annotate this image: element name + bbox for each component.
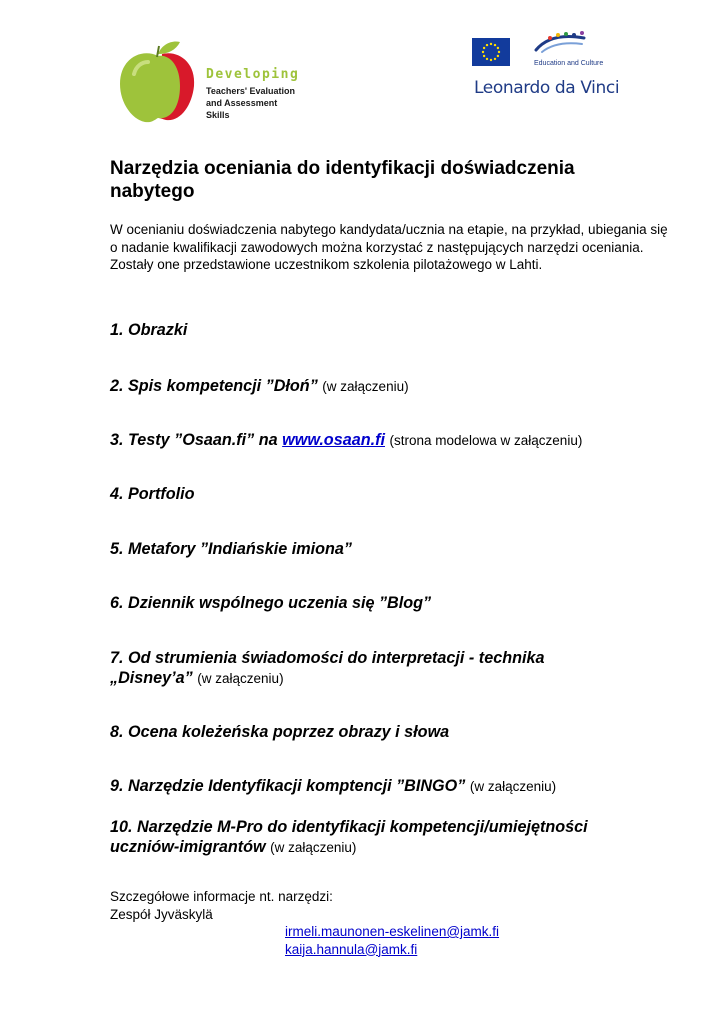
education-and-culture-label: Education and Culture — [534, 60, 604, 67]
list-item-6-text: 6. Dziennik wspólnego uczenia się ”Blog” — [110, 594, 432, 612]
email-link-2[interactable]: kaija.hannula@jamk.fi — [285, 941, 418, 957]
apple-logo-icon — [118, 40, 198, 124]
list-item-8 — [110, 722, 670, 742]
list-item-2-text: 2. Spis kompetencji ”Dłoń” — [110, 377, 318, 395]
contact-info — [110, 888, 670, 923]
list-item-3-note: (strona modelowa w załączeniu) — [389, 433, 583, 448]
document-title: Narzędzia oceniania do identyfikacji doświadczenia nabytego — [110, 158, 575, 202]
eu-programme-logo — [472, 30, 622, 100]
list-item-6 — [110, 593, 670, 613]
list-item-4-text: 4. Portfolio — [110, 485, 195, 503]
contact-team: Zespół Jyväskylä — [110, 906, 213, 922]
list-item-9-note: (w załączeniu) — [469, 779, 557, 794]
contact-emails — [285, 923, 499, 958]
list-item-5-text: 5. Metafory ”Indiańskie imiona” — [110, 540, 352, 558]
list-item-7-note: (w załączeniu) — [197, 671, 284, 686]
project-logo-title: Developing — [206, 67, 300, 82]
list-item-4 — [110, 484, 670, 504]
project-logo-subtitle-1: Teachers' Evaluation — [206, 86, 296, 96]
list-item-2-note: (w załączeniu) — [322, 379, 409, 394]
email-link-1[interactable]: irmeli.maunonen-eskelinen@jamk.fi — [285, 924, 500, 939]
list-item-1-text: 1. Obrazki — [110, 321, 188, 339]
list-item-10-text-line1: 10. Narzędzie M-Pro do identyfikacji kompetencji/umiejętności — [110, 818, 588, 836]
contact-heading: Szczegółowe informacje nt. narzędzi: — [110, 889, 333, 904]
list-item-10-text-line2: uczniów-imigrantów — [110, 838, 266, 856]
osaan-link[interactable]: www.osaan.fi — [282, 431, 385, 449]
project-logo-subtitle-2: and Assessment Skills — [206, 98, 278, 120]
list-item-7 — [110, 648, 670, 689]
project-logo-text — [206, 68, 299, 121]
education-and-culture-mark-icon — [532, 30, 592, 56]
list-item-7-text-line2: „Disney’a” — [110, 669, 193, 687]
list-item-7-text-line1: 7. Od strumienia świadomości do interpretacji - technika — [110, 649, 545, 667]
list-item-9-text: 9. Narzędzie Identyfikacji komptencji ”BINGO” — [110, 777, 466, 795]
list-item-10 — [110, 817, 670, 858]
list-item-8-text: 8. Ocena koleżeńska poprzez obrazy i słowa — [110, 723, 450, 741]
list-item-3 — [110, 430, 670, 451]
list-item-3-text: 3. Testy ”Osaan.fi” na — [110, 431, 278, 449]
eu-flag-icon — [472, 38, 510, 66]
leonardo-da-vinci-label: Leonardo da Vinci — [474, 78, 620, 98]
list-item-1 — [110, 320, 670, 340]
intro-paragraph: W ocenianiu doświadczenia nabytego kandydata/ucznia na etapie, na przykład, ubiegania się o nadanie kwalifikacji zawodowych można korzystać z następujących narzędzi oceniania. Zostały one przedstawione uczestnikom szkolenia pilotażowego w Lahti. — [110, 222, 668, 272]
list-item-9 — [110, 776, 670, 797]
list-item-2 — [110, 376, 670, 397]
project-logo — [118, 40, 298, 124]
list-item-5 — [110, 539, 670, 559]
list-item-10-note: (w załączeniu) — [270, 840, 357, 855]
